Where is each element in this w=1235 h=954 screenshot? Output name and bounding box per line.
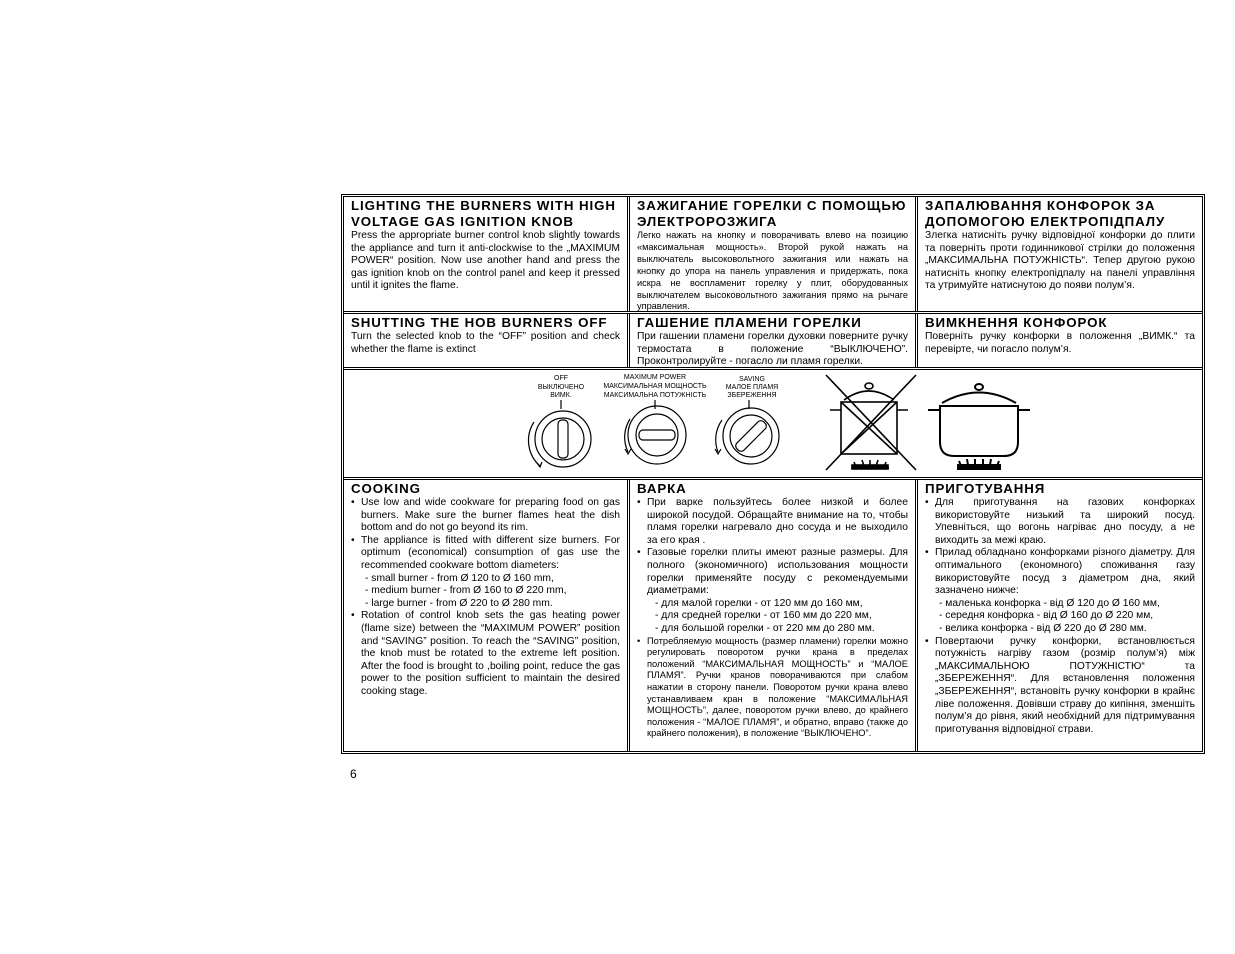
figure-row <box>344 370 1202 480</box>
lighting-uk-cell <box>918 197 1202 311</box>
list-item: • Повертаючи ручку конфорки, встановлюється потужність нагріву газом (розмір полум’я) між „МАКСИМАЛЬНОЮ ПОТУЖНІСТЮ“ та „ЗБЕРЕЖЕННЯ“. Для встановлення положення „ЗБЕРЕЖЕННЯ“, встановіть ручку конфорки в крайнє ліве положення. Довівши страву до кипіння, зменшіть полум’я до рівня, який необхідний для підтримування приготування відповідної страви. <box>925 635 1195 735</box>
lighting-uk-title: ЗАПАЛЮВАННЯ КОНФОРОК ЗА ДОПОМОГОЮ ЕЛЕКТРОПІДПАЛУ <box>925 198 1166 229</box>
lighting-en-text: Press the appropriate burner control knob slightly towards the appliance and turn it anti-clockwise to the „MAXIMUM POWER“ position. Now use another hand and press the gas ignition knob on the control panel and keep it pressed until it ignites the flame. <box>351 230 620 292</box>
list-item: • Rotation of control knob sets the gas heating power (flame size) between the “MAXIMUM POWER” position and “SAVING” position. To reach the “SAVING” position, the knob must be rotated to the extreme left position. After the food is brought to ,boiling point, reduce the gas power to the position sufficient to maintain the desired cooking stage. <box>351 610 620 697</box>
list-item: • Прилад обладнано конфорками різного діаметру. Для оптимального (економного) споживання газу використовуйте посуд з діаметром дна, який зазначено нижче: - маленька конфорка - від Ø 120 до Ø 160 мм, - середня конфорка - від Ø 160 до Ø 220 мм, - велика конфорка - від Ø 220 до Ø 280 мм. <box>925 547 1195 634</box>
correct-cookware-icon <box>928 384 1030 469</box>
shutting-en-title: SHUTTING THE HOB BURNERS OFF <box>351 315 608 330</box>
knob-max-icon <box>625 400 686 464</box>
shutting-en-cell <box>344 314 630 367</box>
size-line: - large burner - from Ø 220 to Ø 280 mm. <box>365 597 553 609</box>
cooking-en-title: COOKING <box>351 481 421 496</box>
shutting-ru-cell <box>630 314 918 367</box>
max-label-ru: МАКСИМАЛЬНАЯ МОЩНОСТЬ <box>603 383 707 390</box>
off-label-en: OFF <box>554 375 568 382</box>
off-label-uk: ВИМК. <box>550 392 572 399</box>
size-line: - середня конфорка - від Ø 160 до Ø 220 мм, <box>939 610 1154 622</box>
saving-label-uk: ЗБЕРЕЖЕННЯ <box>727 392 777 399</box>
size-line: - велика конфорка - від Ø 220 до Ø 280 мм. <box>939 622 1147 634</box>
cooking-uk-list <box>925 497 1195 736</box>
lighting-uk-text: Злегка натисніть ручку відповідної конфорки до плити та поверніть проти годинникової стрілки до положення „МАКСИМАЛЬНА ПОТУЖНІСТЬ“. Тепер другою рукою натисніть кнопку електропідпалу на панелі управління та утримуйте натиснутою до появи полум’я. <box>925 230 1195 292</box>
list-item: • Use low and wide cookware for preparing food on gas burners. Make sure the burner flames heat the dish bottom and do not go beyond its rim. <box>351 497 620 534</box>
shutting-row <box>344 314 1202 370</box>
lighting-ru-title: ЗАЖИГАНИЕ ГОРЕЛКИ С ПОМОЩЬЮ ЭЛЕКТРОРОЗЖИГА <box>637 198 907 229</box>
lighting-ru-text: Легко нажать на кнопку и поворачивать влево на позицию «максимальная мощность». Второй рукой нажать на выключатель высоковольтного зажигания или нажать на кнопку до упора на панель управления и придержать, пока искра не воспламенит горелку у плит, оборудованных выключателем высоковольтного зажигания прямо на рычаге управления. <box>637 230 908 311</box>
page-number: 6 <box>350 767 357 781</box>
shutting-en-text: Turn the selected knob to the “OFF” position and check whether the flame is extinct <box>351 331 620 355</box>
instruction-table <box>341 194 1205 754</box>
max-label-en: MAXIMUM POWER <box>623 374 687 381</box>
lighting-row <box>344 197 1202 314</box>
knob-off-icon <box>529 400 591 467</box>
size-line: - маленька конфорка - від Ø 120 до Ø 160 мм, <box>939 597 1160 609</box>
shutting-uk-cell <box>918 314 1202 367</box>
shutting-ru-text: При гашении пламени горелки духовки поверните ручку термостата в положение “ВЫКЛЮЧЕНО”. Проконтролируйте - погасло ли пламя горелки. <box>637 331 908 367</box>
cooking-row <box>344 480 1202 751</box>
list-item: • Потребляемую мощность (размер пламени) горелки можно регулировать поворотом ручки крана в пределах положений “МАКСИМАЛЬНАЯ МОЩНОСТЬ” и “МАЛОЕ ПЛАМЯ”. Ручки кранов поворачиваются при слабом нажатии в сторону панели. Поворотом ручки крана влево устанавливаем кран в положение “МАКСИМАЛЬНАЯ МОЩНОСТЬ”, далее, поворотом ручки влево, до крайнего положения - “МАЛОЕ ПЛАМЯ”, и обратно, вправо (также до крайнего положения), в положение “ВЫКЛЮЧЕНО”. <box>637 635 908 739</box>
size-line: - medium burner - from Ø 160 to Ø 220 mm, <box>365 585 567 597</box>
wrong-cookware-icon <box>826 375 916 470</box>
cooking-uk-cell <box>918 480 1202 751</box>
lighting-en-cell <box>344 197 630 311</box>
list-item: • The appliance is fitted with different size burners. For optimum (economical) consumption of gas use the recommended cookware bottom diameters: - small burner - from Ø 120 to Ø 160 mm, - medium burner - from Ø 160 to Ø 220 mm, - large burner - from Ø 220 to Ø 280 mm. <box>351 534 620 609</box>
saving-label-ru: МАЛОЕ ПЛАМЯ <box>725 384 779 391</box>
lighting-en-title: LIGHTING THE BURNERS WITH HIGH VOLTAGE GAS IGNITION KNOB <box>351 198 616 229</box>
off-label-ru: ВЫКЛЮЧЕНО <box>537 384 585 391</box>
shutting-ru-title: ГАШЕНИЕ ПЛАМЕНИ ГОРЕЛКИ <box>637 315 862 330</box>
cooking-ru-title: ВАРКА <box>637 481 687 496</box>
cooking-en-cell <box>344 480 630 751</box>
list-item: • Для приготування на газових конфорках використовуйте низький та широкий посуд. Упевніться, що вогонь нагріває дно посуду, а не виходить за межі краю. <box>925 497 1195 546</box>
list-item: • При варке пользуйтесь более низкой и более широкой посудой. Обращайте внимание на то, чтобы пламя горелки нагревало дно сосуда и не выходило за его края . <box>637 497 908 546</box>
max-label-uk: МАКСИМАЛЬНА ПОТУЖНІСТЬ <box>603 392 707 399</box>
knob-saving-icon <box>715 400 779 464</box>
knob-and-cookware-illustration <box>344 370 1202 477</box>
size-line: - small burner - from Ø 120 to Ø 160 mm, <box>365 572 554 584</box>
cooking-en-list <box>351 497 620 699</box>
shutting-uk-text: Поверніть ручку конфорки в положення „ВИМК.“ та перевірте, чи погасло полум’я. <box>925 331 1195 355</box>
cooking-uk-title: ПРИГОТУВАННЯ <box>925 481 1046 496</box>
size-line: - для большой горелки - от 220 мм до 280 мм. <box>655 622 875 634</box>
saving-label-en: SAVING <box>739 376 765 383</box>
cooking-ru-cell <box>630 480 918 751</box>
lighting-ru-cell <box>630 197 918 311</box>
size-line: - для средней горелки - от 160 мм до 220 мм, <box>655 610 872 622</box>
cooking-ru-list <box>637 497 908 740</box>
list-item: • Газовые горелки плиты имеют разные размеры. Для полного (экономичного) использования мощности горелки применяйте посуду с рекомендуемыми диаметрами: - для малой горелки - от 120 мм до 160 мм, - для средней горелки - от 160 мм до 220 мм, - для большой горелки - от 220 мм до 280 мм. <box>637 547 908 634</box>
shutting-uk-title: ВИМКНЕННЯ КОНФОРОК <box>925 315 1108 330</box>
size-line: - для малой горелки - от 120 мм до 160 мм, <box>655 597 863 609</box>
